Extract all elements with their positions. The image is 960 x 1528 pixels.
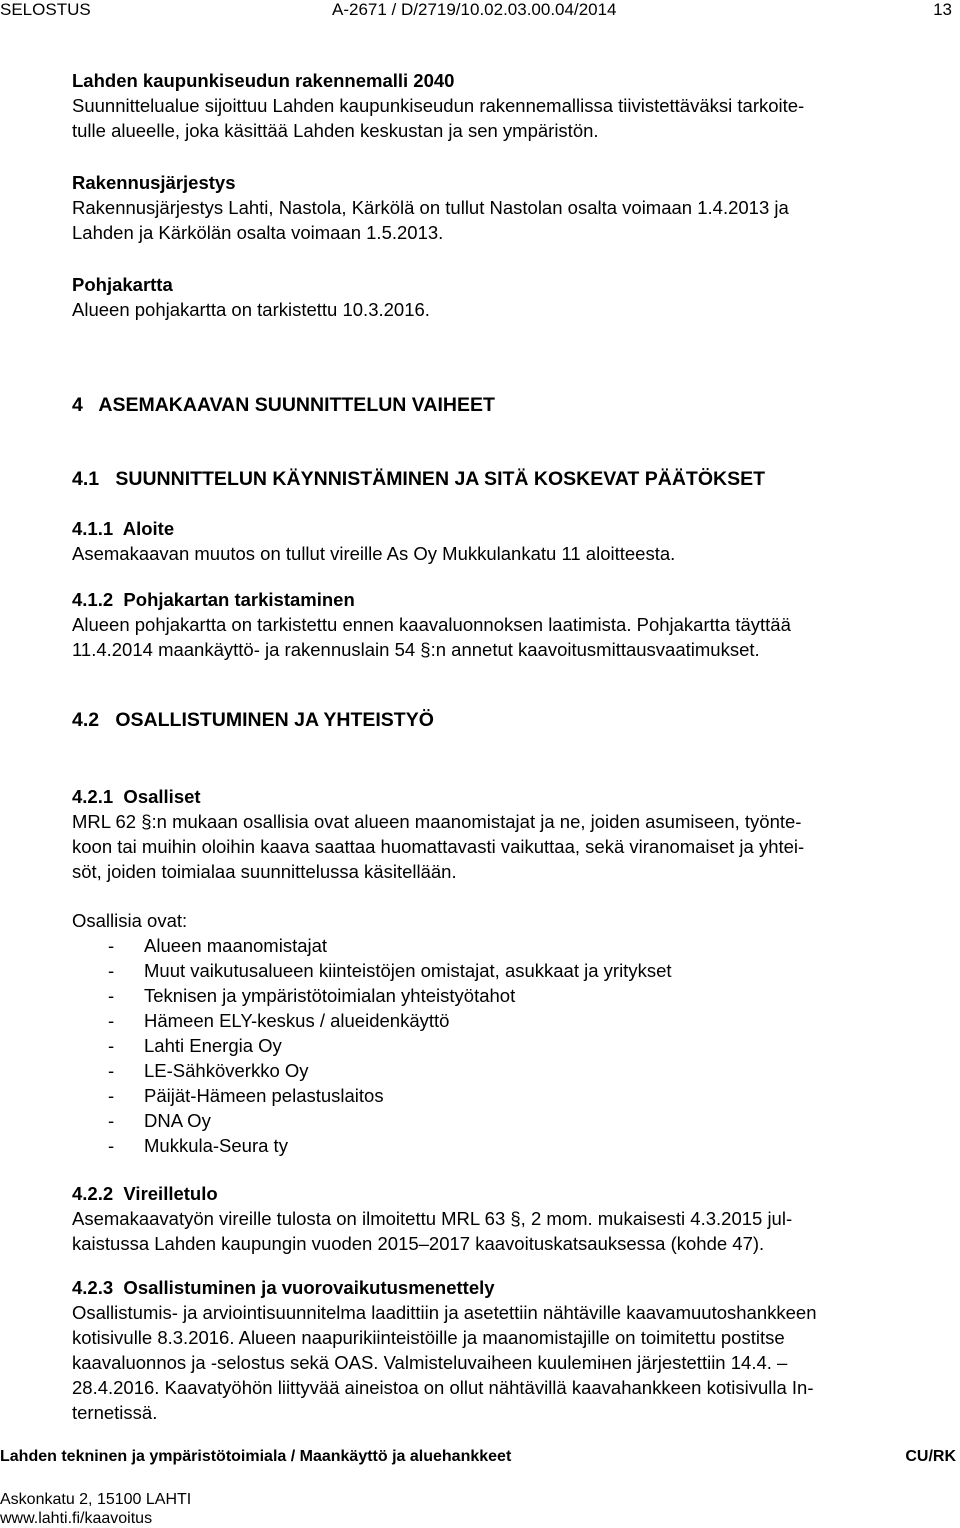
- paragraph-line: Suunnittelualue sijoittuu Lahden kaupunkiseudun rakennemallissa tiivistettäväksi tarkoite-: [72, 95, 805, 116]
- list-dash: -: [108, 1060, 115, 1081]
- list-item-text: Mukkula-Seura ty: [144, 1135, 288, 1156]
- paragraph-line: koon tai muihin oloihin kaava saattaa huomattavasti vaikuttaa, sekä viranomaiset ja yhtei-: [72, 836, 805, 857]
- rakennemalli-title: Lahden kaupunkiseudun rakennemalli 2040: [72, 70, 455, 91]
- list-dash: -: [108, 1085, 115, 1106]
- list-item: [108, 1008, 449, 1033]
- paragraph-line: Osallistumis- ja arviointisuunnitelma laadittiin ja asetettiin nähtäville kaavamuutoshankkeen: [72, 1302, 817, 1323]
- list-dash: -: [108, 1110, 115, 1131]
- list-item-text: DNA Oy: [144, 1110, 211, 1131]
- chapter-heading: 4 ASEMAKAAVAN SUUNNITTELUN VAIHEET: [72, 394, 495, 416]
- list-item: [108, 933, 327, 958]
- paragraph-line: Lahden ja Kärkölän osalta voimaan 1.5.2013.: [72, 222, 444, 243]
- list-item: [108, 983, 515, 1008]
- header-doc-type: SELOSTUS: [0, 0, 91, 19]
- list-item: [108, 1058, 309, 1083]
- list-item: [108, 1033, 282, 1058]
- paragraph-line: MRL 62 §:n mukaan osallisia ovat alueen maanomistajat ja ne, joiden asumiseen, työnte-: [72, 811, 802, 832]
- list-item-text: LE-Sähköverkko Oy: [144, 1060, 309, 1081]
- footer-address: Askonkatu 2, 15100 LAHTI: [0, 1491, 192, 1508]
- footer-initials: CU/RK: [905, 1448, 956, 1465]
- list-dash: -: [108, 985, 115, 1006]
- list-item: [108, 1133, 288, 1158]
- list-item-text: Päijät-Hämeen pelastuslaitos: [144, 1085, 384, 1106]
- list-item-text: Teknisen ja ympäristötoimialan yhteistyötahot: [144, 985, 516, 1006]
- list-dash: -: [108, 1035, 115, 1056]
- paragraph-line: Alueen pohjakartta on tarkistettu ennen kaavaluonnoksen laatimista. Pohjakartta täyttää: [72, 614, 791, 635]
- paragraph-line: Alueen pohjakartta on tarkistettu 10.3.2016.: [72, 299, 430, 320]
- section-heading-4-2-2: 4.2.2 Vireilletulo: [72, 1183, 218, 1204]
- list-item-text: Muut vaikutusalueen kiinteistöjen omistajat, asukkaat ja yritykset: [144, 960, 672, 981]
- footer-organization: Lahden tekninen ja ympäristötoimiala / Maankäyttö ja aluehankkeet: [0, 1448, 512, 1465]
- list-item-text: Hämeen ELY-keskus / alueidenkäyttö: [144, 1010, 450, 1031]
- paragraph-line: 11.4.2014 maankäyttö- ja rakennuslain 54 §:n annetut kaavoitusmittausvaatimukset.: [72, 639, 760, 660]
- list-item: [108, 1083, 384, 1108]
- list-dash: -: [108, 935, 115, 956]
- list-item: [108, 958, 672, 983]
- paragraph-line: kotisivulle 8.3.2016. Alueen naapurikiinteistöille ja maanomistajille on toimitettu postitse: [72, 1327, 785, 1348]
- section-heading-4-2-1: 4.2.1 Osalliset: [72, 786, 201, 807]
- paragraph-line: kaistussa Lahden kaupungin vuoden 2015–2017 kaavoituskatsauksessa (kohde 47).: [72, 1233, 765, 1254]
- rakennusjarjestys-title: Rakennusjärjestys: [72, 172, 236, 193]
- list-dash: -: [108, 1010, 115, 1031]
- pohjakartta-title: Pohjakartta: [72, 274, 173, 295]
- paragraph-line: Asemakaavan muutos on tullut vireille As Oy Mukkulankatu 11 aloitteesta.: [72, 543, 676, 564]
- paragraph-line: 28.4.2016. Kaavatyöhön liittyvää aineistoa on ollut nähtävillä kaavahankkeen kotisivulla In-: [72, 1377, 814, 1398]
- section-heading-4-1: 4.1 SUUNNITTELUN KÄYNNISTÄMINEN JA SITÄ KOSKEVAT PÄÄTÖKSET: [72, 468, 766, 490]
- list-dash: -: [108, 960, 115, 981]
- paragraph-line: kaavaluonnos ja -selostus sekä OAS. Valmisteluvaiheen kuulemінen järjestettiin 14.4. –: [72, 1352, 788, 1373]
- section-heading-4-1-2: 4.1.2 Pohjakartan tarkistaminen: [72, 589, 355, 610]
- header-doc-id: A-2671 / D/2719/10.02.03.00.04/2014: [332, 0, 617, 19]
- paragraph-line: ternetissä.: [72, 1402, 158, 1423]
- paragraph-line: Rakennusjärjestys Lahti, Nastola, Kärkölä on tullut Nastolan osalta voimaan 1.4.2013 ja: [72, 197, 789, 218]
- paragraph-line: Asemakaavatyön vireille tulosta on ilmoitettu MRL 63 §, 2 mom. mukaisesti 4.3.2015 jul-: [72, 1208, 793, 1229]
- page-number: 13: [933, 0, 952, 19]
- paragraph-line: tulle alueelle, joka käsittää Lahden keskustan ja sen ympäristön.: [72, 120, 599, 141]
- list-item-text: Alueen maanomistajat: [144, 935, 328, 956]
- section-heading-4-2: 4.2 OSALLISTUMINEN JA YHTEISTYÖ: [72, 709, 434, 731]
- list-item-text: Lahti Energia Oy: [144, 1035, 282, 1056]
- paragraph-line: söt, joiden toimialaa suunnittelussa käsitellään.: [72, 861, 457, 882]
- list-intro: Osallisia ovat:: [72, 910, 188, 931]
- footer-web-link[interactable]: www.lahti.fi/kaavoitus: [0, 1510, 153, 1527]
- section-heading-4-1-1: 4.1.1 Aloite: [72, 518, 175, 539]
- list-dash: -: [108, 1135, 115, 1156]
- list-item: [108, 1108, 211, 1133]
- section-heading-4-2-3: 4.2.3 Osallistuminen ja vuorovaikutusmenettely: [72, 1277, 495, 1298]
